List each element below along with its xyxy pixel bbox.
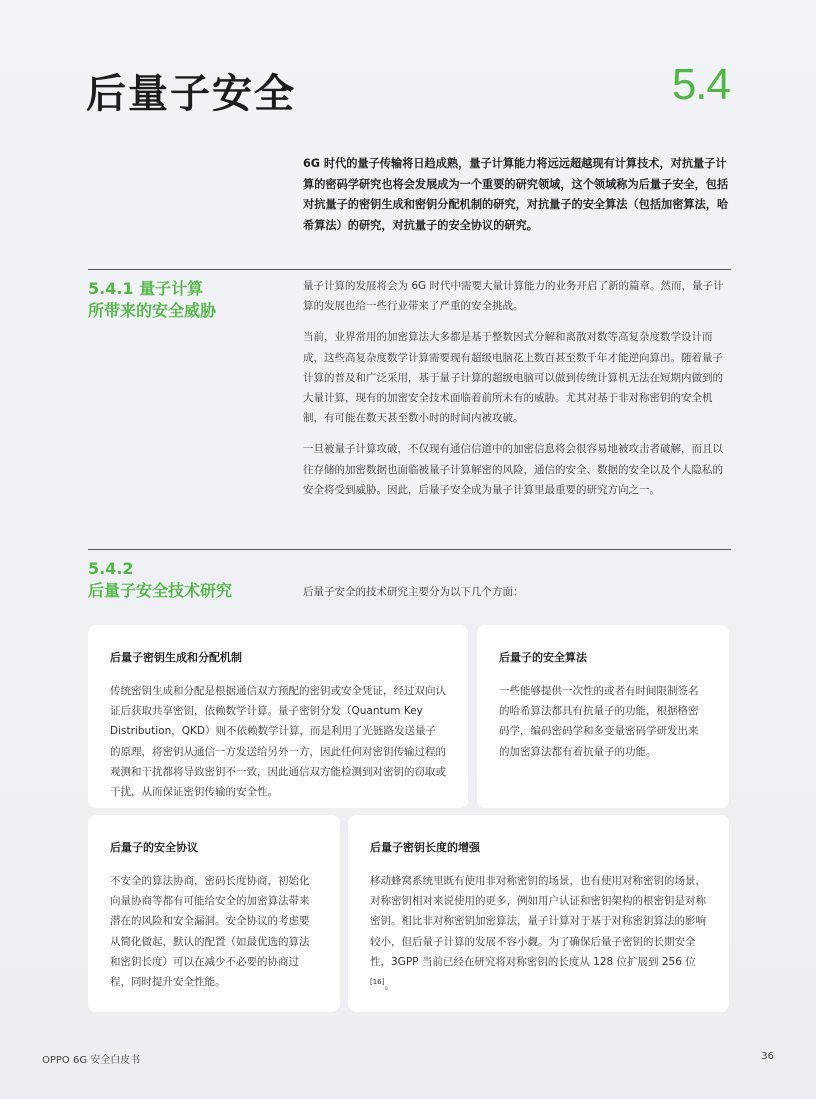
chapter-number: 5.4 [671, 60, 730, 109]
body-paragraph: 量子计算的发展将会为 6G 时代中需要大量计算能力的业务开启了新的篇章。然而，量子计算的发展也给一些行业带来了严重的安全挑战。 [303, 280, 724, 313]
intro-paragraph: 6G 时代的量子传输将日趋成熟，量子计算能力将远远超越现有计算技术，对抗量子计算的密码学研究也将会发展成为一个重要的研究领域，这个领域称为后量子安全，包括对抗量子的密钥生成和密钥分配机制的研究，对抗量子的安全算法（包括加密算法，哈希算法）的研究，对抗量子的安全协议的研究。 [303, 157, 729, 232]
card-text: 传统密钥生成和分配是根据通信双方预配的密钥或安全凭证，经过双向认证后获取共享密钥，依赖数学计算。量子密钥分发（Quantum Key Distribution，QKD）则不依赖数学计算，而是利用了光链路发送量子的原理，将密钥从通信一方发送给另外一方，因此任何对密钥传输过程的观测和干扰都将导致密钥不一致，因此通信双方能检测到对密钥的窃取或干扰，从而保证密钥传输的安全性。 [110, 685, 446, 799]
card-title: 后量子密钥生成和分配机制 [110, 651, 242, 664]
section-heading-line: 5.4.2 [88, 559, 134, 578]
section-heading-5-4-2 [88, 558, 288, 602]
card-key-generation [88, 625, 468, 808]
card-title: 后量子的安全算法 [499, 651, 587, 664]
citation: [16] [370, 978, 385, 987]
footer-document-name: OPPO 6G 安全白皮书 [42, 1055, 141, 1066]
card-title: 后量子密钥长度的增强 [370, 841, 480, 854]
section-lead-5-4-2 [303, 582, 733, 613]
card-title: 后量子的安全协议 [110, 841, 198, 854]
section-heading-line: 5.4.1 量子计算 [88, 279, 204, 298]
body-paragraph: 后量子安全的技术研究主要分为以下几个方面： [303, 586, 524, 598]
section-heading-line: 后量子安全技术研究 [88, 581, 233, 600]
section-body-5-4-1 [303, 276, 733, 511]
card-text-end: 。 [384, 979, 395, 992]
section-divider [88, 549, 731, 550]
card-key-length [348, 815, 729, 1012]
page-title: 后量子安全 [86, 71, 296, 117]
section-heading-5-4-1 [88, 278, 288, 322]
card-text-body: 移动蜂窝系统里既有使用非对称密钥的场景，也有使用对称密钥的场景，对称密钥相对来说使用的更多，例如用户认证和密钥架构的根密钥是对称密钥。相比非对称密钥加密算法，量子计算对于基于对称密钥算法的影响较小，但后量子计算的发展不容小觑。为了确保后量子密钥的长期安全性，3GPP 当前已经在研究将对称密钥的长度从 128 位扩展到 256 位 [370, 875, 706, 968]
section-heading-line: 所带来的安全威胁 [88, 301, 217, 320]
body-paragraph: 一旦被量子计算攻破，不仅现有通信信道中的加密信息将会很容易地被攻击者破解，而且以往存储的加密数据也面临被量子计算解密的风险，通信的安全、数据的安全以及个人隐私的安全将受到威胁。因此，后量子安全成为量子计算里最重要的研究方向之一。 [303, 443, 723, 496]
card-text: 不安全的算法协商，密码长度协商，初始化向量协商等都有可能给安全的加密算法带来潜在的风险和安全漏洞。安全协议的考虑要从简化做起，默认的配置（如最优选的算法和密钥长度）可以在减少不必要的协商过程，同时提升安全性能。 [110, 875, 310, 989]
section-divider [88, 269, 731, 270]
card-algorithms [477, 625, 729, 808]
card-protocols [88, 815, 340, 1012]
body-paragraph: 当前，业界常用的加密算法大多都是基于整数因式分解和离散对数等高复杂度数学设计而成，这些高复杂度数学计算需要现有超级电脑花上数百甚至数千年才能逆向算出。随着量子计算的普及和广泛采用，基于量子计算的超级电脑可以做到传统计算机无法在短期内做到的大量计算，现有的加密安全技术面临着前所未有的威胁。尤其对基于非对称密钥的安全机制，有可能在数天甚至数小时的时间内被攻破。 [303, 331, 723, 425]
card-text [370, 871, 707, 996]
footer-page-number: 36 [761, 1051, 774, 1062]
card-text: 一些能够提供一次性的或者有时间限制签名的哈希算法都具有抗量子的功能，根据格密码学，编码密码学和多变量密码学研发出来的加密算法都有着抗量子的功能。 [499, 685, 699, 758]
